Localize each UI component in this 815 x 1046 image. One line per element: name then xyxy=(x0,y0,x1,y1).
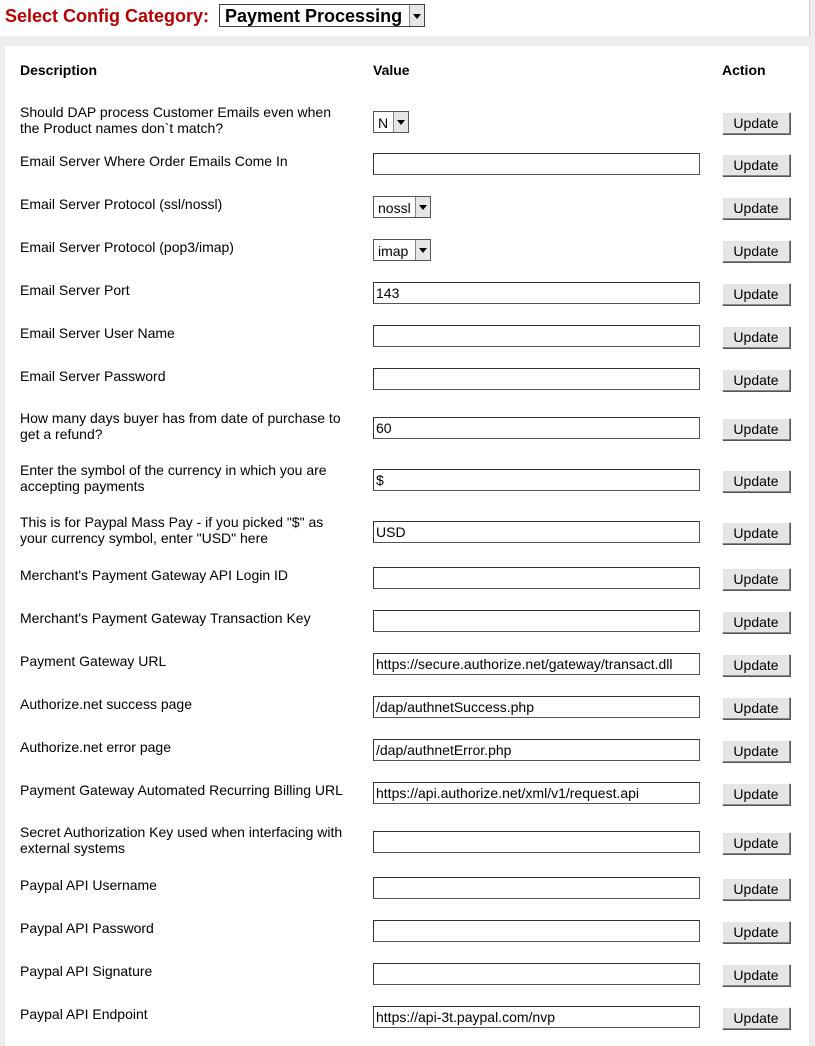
config-row-select-value: imap xyxy=(378,243,409,259)
update-button[interactable]: Update xyxy=(722,697,790,719)
config-row-input[interactable]: https://secure.authorize.net/gateway/transact.dll xyxy=(373,653,700,675)
update-button[interactable]: Update xyxy=(722,832,790,854)
config-row-description: Paypal API Endpoint xyxy=(20,1006,148,1022)
header-action: Action xyxy=(722,62,766,78)
config-row-description: How many days buyer has from date of purchase to get a refund? xyxy=(20,410,341,442)
config-row xyxy=(5,962,809,1002)
config-row xyxy=(5,1005,809,1045)
config-row-description: Paypal API Signature xyxy=(20,963,153,979)
update-button[interactable]: Update xyxy=(722,740,790,762)
config-row-description: Email Server Password xyxy=(20,368,166,384)
config-row xyxy=(5,781,809,821)
config-category-select[interactable] xyxy=(219,4,425,27)
config-row-input[interactable]: /dap/authnetError.php xyxy=(373,739,700,761)
update-button[interactable]: Update xyxy=(722,369,790,391)
config-row-input[interactable] xyxy=(373,325,700,347)
update-button[interactable]: Update xyxy=(722,878,790,900)
update-button[interactable]: Update xyxy=(722,964,790,986)
header-description: Description xyxy=(20,62,98,78)
config-row xyxy=(5,410,809,450)
config-row xyxy=(5,367,809,407)
config-row-description: Email Server Where Order Emails Come In xyxy=(20,153,288,169)
config-row xyxy=(5,238,809,278)
config-row-select[interactable] xyxy=(373,239,431,261)
config-row-input[interactable]: /dap/authnetSuccess.php xyxy=(373,696,700,718)
config-row xyxy=(5,695,809,735)
config-row-description: Enter the symbol of the currency in which you are accepting payments xyxy=(20,462,327,494)
update-button[interactable]: Update xyxy=(722,611,790,633)
config-row xyxy=(5,324,809,364)
config-row-description: Secret Authorization Key used when interfacing with external systems xyxy=(20,824,343,856)
config-row-input[interactable]: https://api.authorize.net/xml/v1/request.api xyxy=(373,782,700,804)
update-button[interactable]: Update xyxy=(722,283,790,305)
config-row-description: Merchant's Payment Gateway API Login ID xyxy=(20,567,289,583)
config-row-input[interactable]: 143 xyxy=(373,282,700,304)
config-row xyxy=(5,609,809,649)
config-row xyxy=(5,514,809,554)
config-row xyxy=(5,919,809,959)
config-row-description: Email Server Port xyxy=(20,282,130,298)
config-row-description: Email Server Protocol (ssl/nossl) xyxy=(20,196,223,212)
config-row-input[interactable] xyxy=(373,153,700,175)
config-row-select-value: nossl xyxy=(378,200,411,216)
update-button[interactable]: Update xyxy=(722,240,790,262)
config-row xyxy=(5,281,809,321)
update-button[interactable]: Update xyxy=(722,522,790,544)
config-row-description: Authorize.net error page xyxy=(20,739,171,755)
config-row xyxy=(5,462,809,502)
header-value: Value xyxy=(373,62,410,78)
config-row-input[interactable]: https://api-3t.paypal.com/nvp xyxy=(373,1006,700,1028)
config-row-select[interactable] xyxy=(373,196,431,218)
config-row-input[interactable] xyxy=(373,368,700,390)
config-category-label: Select Config Category: xyxy=(5,6,210,26)
config-row-input[interactable] xyxy=(373,920,700,942)
update-button[interactable]: Update xyxy=(722,418,790,440)
config-row xyxy=(5,652,809,692)
config-row-input[interactable] xyxy=(373,831,700,853)
update-button[interactable]: Update xyxy=(722,112,790,134)
config-row-input[interactable] xyxy=(373,877,700,899)
config-row-input[interactable]: $ xyxy=(373,469,700,491)
config-category-value: Payment Processing xyxy=(225,6,403,26)
update-button[interactable]: Update xyxy=(722,470,790,492)
config-row xyxy=(5,195,809,235)
update-button[interactable]: Update xyxy=(722,1007,790,1029)
config-row-description: Payment Gateway URL xyxy=(20,653,167,669)
chevron-down-icon[interactable] xyxy=(415,240,430,260)
config-row xyxy=(5,876,809,916)
config-row-description: This is for Paypal Mass Pay - if you picked "$" as your currency symbol, enter "USD" here xyxy=(20,514,324,546)
config-row-select-value: N xyxy=(378,115,389,131)
chevron-down-icon[interactable] xyxy=(409,5,424,26)
config-table xyxy=(5,46,809,1046)
config-row-select[interactable] xyxy=(373,111,409,133)
config-row-description: Payment Gateway Automated Recurring Billing URL xyxy=(20,782,343,798)
config-row-description: Paypal API Username xyxy=(20,877,157,893)
config-row xyxy=(5,152,809,192)
update-button[interactable]: Update xyxy=(722,326,790,348)
config-row xyxy=(5,566,809,606)
update-button[interactable]: Update xyxy=(722,654,790,676)
config-category-bar xyxy=(0,0,810,36)
config-row xyxy=(5,738,809,778)
config-row xyxy=(5,104,809,144)
config-row-input[interactable] xyxy=(373,963,700,985)
config-row-input[interactable]: USD xyxy=(373,521,700,543)
config-row-description: Authorize.net success page xyxy=(20,696,192,712)
chevron-down-icon[interactable] xyxy=(415,197,430,217)
config-row-input[interactable] xyxy=(373,567,700,589)
update-button[interactable]: Update xyxy=(722,154,790,176)
update-button[interactable]: Update xyxy=(722,568,790,590)
config-row-description: Email Server Protocol (pop3/imap) xyxy=(20,239,234,255)
config-row-description: Email Server User Name xyxy=(20,325,175,341)
chevron-down-icon[interactable] xyxy=(393,112,408,132)
config-row-description: Merchant's Payment Gateway Transaction Key xyxy=(20,610,311,626)
config-row xyxy=(5,824,809,864)
update-button[interactable]: Update xyxy=(722,783,790,805)
config-row-input[interactable]: 60 xyxy=(373,417,700,439)
config-row-description: Paypal API Password xyxy=(20,920,154,936)
config-row-input[interactable] xyxy=(373,610,700,632)
update-button[interactable]: Update xyxy=(722,921,790,943)
update-button[interactable]: Update xyxy=(722,197,790,219)
config-row-description: Should DAP process Customer Emails even when the Product names don`t match? xyxy=(20,104,332,136)
